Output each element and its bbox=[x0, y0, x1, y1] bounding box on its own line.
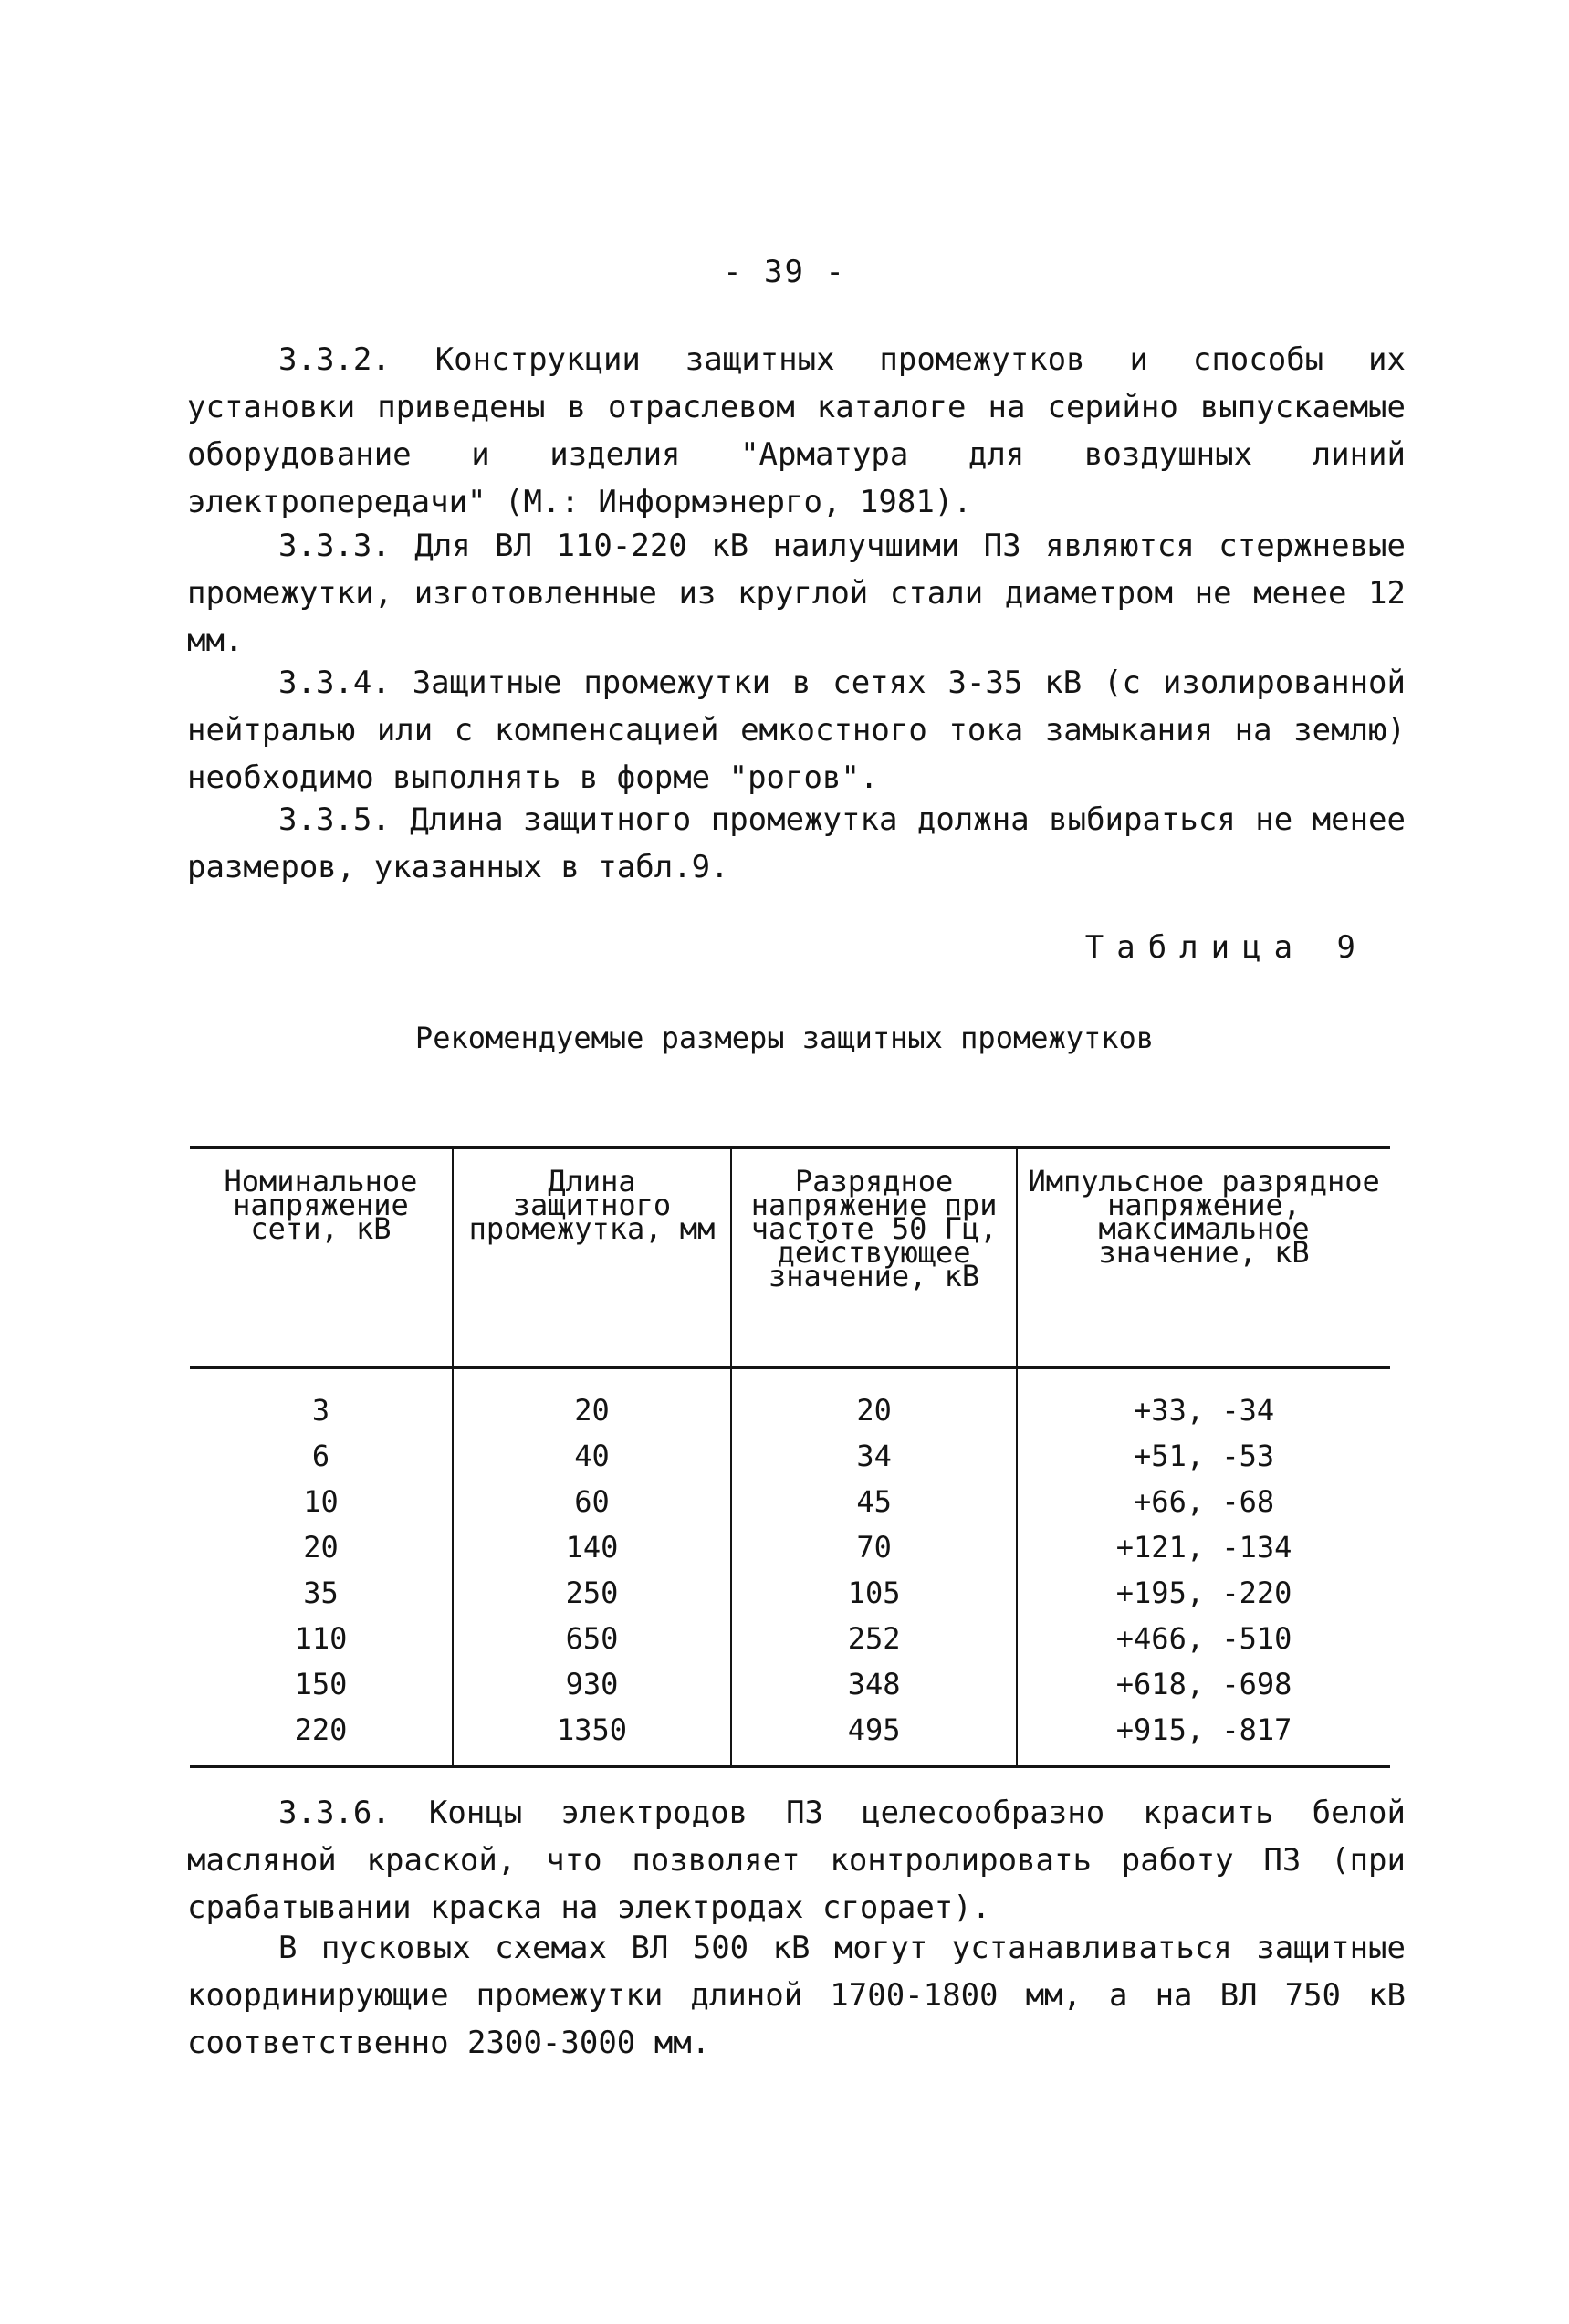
table-header-row bbox=[190, 1148, 1390, 1368]
cell-impulse-voltage: +33, -34 bbox=[1017, 1368, 1390, 1434]
table-row bbox=[190, 1479, 1390, 1524]
cell-gap-length: 20 bbox=[453, 1368, 731, 1434]
paragraph-3-3-5 bbox=[187, 796, 1406, 891]
paragraph-text: 3.3.6. Концы электродов ПЗ целесообразно красить белой масляной краской, что позволяет контролировать работу ПЗ (при срабатывании краска на электродах сгорает). bbox=[187, 1795, 1406, 1926]
cell-impulse-voltage: +121, -134 bbox=[1017, 1524, 1390, 1570]
cell-gap-length: 250 bbox=[453, 1570, 731, 1616]
cell-discharge-voltage: 348 bbox=[731, 1661, 1017, 1707]
cell-impulse-voltage: +618, -698 bbox=[1017, 1661, 1390, 1707]
cell-nominal-voltage: 20 bbox=[303, 1530, 339, 1565]
header-impulse-voltage: Импульсное разрядное напряжение, максимальное значение, кВ bbox=[1017, 1148, 1390, 1368]
cell-discharge-voltage: 20 bbox=[731, 1368, 1017, 1434]
paragraph-3-3-4 bbox=[187, 659, 1406, 801]
cell-nominal-voltage: 110 bbox=[294, 1621, 348, 1656]
cell-impulse-voltage: +51, -53 bbox=[1017, 1433, 1390, 1479]
table-row bbox=[190, 1661, 1390, 1707]
paragraph-3-3-3 bbox=[187, 522, 1406, 665]
paragraph-3-3-2 bbox=[187, 336, 1406, 526]
cell-discharge-voltage: 70 bbox=[731, 1524, 1017, 1570]
cell-discharge-voltage: 105 bbox=[731, 1570, 1017, 1616]
cell-nominal-voltage: 6 bbox=[311, 1439, 330, 1473]
gap-size-table bbox=[190, 1146, 1390, 1768]
cell-gap-length: 650 bbox=[453, 1616, 731, 1661]
header-gap-length: Длина защитного промежутка, мм bbox=[453, 1148, 731, 1368]
table-row bbox=[190, 1570, 1390, 1616]
paragraph-text: 3.3.2. Конструкции защитных промежутков и способы их установки приведены в отраслевом каталоге на серийно выпускаемые оборудование и изделия "Арматура для воздушных линий электропередачи" (М.: Информэнерго, 1981). bbox=[187, 341, 1406, 520]
table-caption: Таблица 9 bbox=[1084, 929, 1368, 966]
cell-nominal-voltage: 10 bbox=[303, 1484, 339, 1519]
paragraph-text: 3.3.4. Защитные промежутки в сетях 3-35 кВ (с изолированной нейтралью или с компенсацией емкостного тока замыкания на землю) необходимо выполнять в форме "рогов". bbox=[187, 665, 1406, 796]
cell-gap-length: 60 bbox=[453, 1479, 731, 1524]
cell-gap-length: 140 bbox=[453, 1524, 731, 1570]
paragraph-text: 3.3.5. Длина защитного промежутка должна выбираться не менее размеров, указанных в табл.9. bbox=[187, 801, 1406, 885]
cell-nominal-voltage: 3 bbox=[311, 1393, 330, 1428]
table-title: Рекомендуемые размеры защитных промежутков bbox=[414, 1021, 1155, 1055]
cell-impulse-voltage: +466, -510 bbox=[1017, 1616, 1390, 1661]
cell-discharge-voltage: 495 bbox=[731, 1707, 1017, 1767]
page-number: - 39 - bbox=[723, 254, 846, 290]
cell-nominal-voltage: 35 bbox=[303, 1576, 339, 1610]
cell-gap-length: 40 bbox=[453, 1433, 731, 1479]
cell-impulse-voltage: +66, -68 bbox=[1017, 1479, 1390, 1524]
cell-impulse-voltage: +915, -817 bbox=[1017, 1707, 1390, 1767]
cell-nominal-voltage: 220 bbox=[190, 1707, 453, 1767]
table-row bbox=[190, 1616, 1390, 1661]
paragraph-text: 3.3.3. Для ВЛ 110-220 кВ наилучшими ПЗ являются стержневые промежутки, изготовленные из круглой стали диаметром не менее 12 мм. bbox=[187, 528, 1406, 659]
header-nominal-voltage: Номинальное напряжение сети, кВ bbox=[190, 1148, 453, 1368]
paragraph-startup-schemes bbox=[187, 1924, 1406, 2067]
header-discharge-voltage: Разрядное напряжение при частоте 50 Гц, действующее значение, кВ bbox=[731, 1148, 1017, 1368]
cell-impulse-voltage: +195, -220 bbox=[1017, 1570, 1390, 1616]
cell-discharge-voltage: 34 bbox=[731, 1433, 1017, 1479]
table-row bbox=[190, 1368, 1390, 1434]
cell-gap-length: 930 bbox=[453, 1661, 731, 1707]
table-row bbox=[190, 1433, 1390, 1479]
cell-discharge-voltage: 252 bbox=[731, 1616, 1017, 1661]
cell-nominal-voltage: 150 bbox=[294, 1667, 348, 1701]
cell-discharge-voltage: 45 bbox=[731, 1479, 1017, 1524]
paragraph-3-3-6 bbox=[187, 1789, 1406, 1931]
table-row bbox=[190, 1707, 1390, 1767]
cell-gap-length: 1350 bbox=[453, 1707, 731, 1767]
paragraph-text: В пусковых схемах ВЛ 500 кВ могут устанавливаться защитные координирующие промежутки длиной 1700-1800 мм, а на ВЛ 750 кВ соответственно 2300-3000 мм. bbox=[187, 1930, 1406, 2061]
table-row bbox=[190, 1524, 1390, 1570]
